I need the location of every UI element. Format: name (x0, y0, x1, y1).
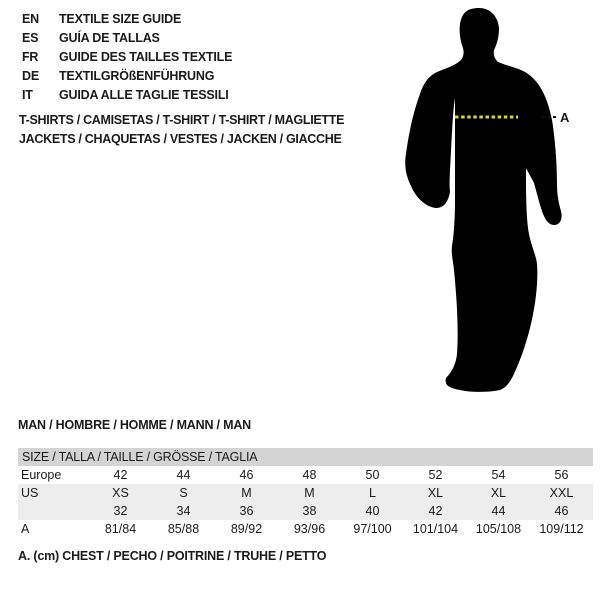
table-cell: XL (490, 486, 507, 500)
table-row-us (18, 484, 593, 502)
table-cell: 46 (239, 468, 254, 482)
language-label: GUIDA ALLE TAGLIE TESSILI (59, 88, 229, 102)
row-label: A (21, 522, 30, 536)
language-label: GUIDE DES TAILLES TEXTILE (59, 50, 233, 64)
language-label: TEXTILGRÖßENFÜHRUNG (59, 69, 215, 83)
table-cell: 93/96 (293, 522, 326, 536)
table-cell: 44 (491, 504, 506, 518)
language-code: EN (22, 12, 39, 26)
man-silhouette (405, 8, 561, 392)
table-cell: XXL (549, 486, 574, 500)
table-cell: 42 (428, 504, 443, 518)
table-cell: 46 (554, 504, 569, 518)
table-cell: L (369, 486, 376, 500)
table-cell: XS (112, 486, 129, 500)
section-title-man: MAN / HOMBRE / HOMME / MANN / MAN (18, 418, 251, 432)
category-tshirts: T-SHIRTS / CAMISETAS / T-SHIRT / T-SHIRT / MAGLIETTE (19, 113, 345, 127)
table-cell: 89/92 (230, 522, 263, 536)
language-code: FR (22, 50, 39, 64)
table-row-europe (18, 466, 593, 484)
row-label: Europe (21, 468, 62, 482)
table-cell: 40 (365, 504, 380, 518)
table-cell: 50 (365, 468, 380, 482)
row-label (18, 502, 89, 520)
table-cell: 52 (428, 468, 443, 482)
table-cell: 36 (239, 504, 254, 518)
table-cell: 109/112 (539, 522, 584, 536)
table-cell: 44 (176, 468, 191, 482)
category-list (19, 111, 344, 149)
table-row-chest-a (18, 520, 593, 538)
man-silhouette-svg (398, 6, 578, 396)
table-cell: 38 (302, 504, 317, 518)
table-cell: 34 (176, 504, 191, 518)
language-code: DE (22, 69, 39, 83)
size-table-header: SIZE / TALLA / TAILLE / GRÖSSE / TAGLIA (18, 448, 593, 466)
table-cell: S (179, 486, 188, 500)
row-label: US (21, 486, 39, 500)
table-row-numeric (18, 502, 593, 520)
size-table (18, 448, 593, 538)
language-row (22, 86, 232, 105)
table-cell: 105/108 (475, 522, 522, 536)
language-row (22, 29, 232, 48)
table-cell: 81/84 (104, 522, 137, 536)
table-cell: 42 (113, 468, 128, 482)
table-cell: M (241, 486, 252, 500)
language-row (22, 67, 232, 86)
table-cell: 56 (554, 468, 569, 482)
language-label: TEXTILE SIZE GUIDE (59, 12, 182, 26)
table-cell: 97/100 (353, 522, 392, 536)
man-silhouette-figure (398, 6, 578, 396)
table-cell: 54 (491, 468, 506, 482)
table-cell: 85/88 (167, 522, 200, 536)
language-code: IT (22, 88, 33, 102)
language-code: ES (22, 31, 39, 45)
table-cell: 32 (113, 504, 128, 518)
language-label: GUÍA DE TALLAS (59, 31, 160, 45)
language-row (22, 10, 232, 29)
table-cell: M (304, 486, 315, 500)
language-row (22, 48, 232, 67)
table-cell: XL (427, 486, 444, 500)
category-jackets: JACKETS / CHAQUETAS / VESTES / JACKEN / GIACCHE (19, 132, 342, 146)
measurement-footnote: A. (cm) CHEST / PECHO / POITRINE / TRUHE / PETTO (18, 549, 327, 563)
table-cell: 48 (302, 468, 317, 482)
language-list (22, 10, 232, 105)
table-cell: 101/104 (412, 522, 459, 536)
measure-label-a: A (560, 110, 570, 125)
